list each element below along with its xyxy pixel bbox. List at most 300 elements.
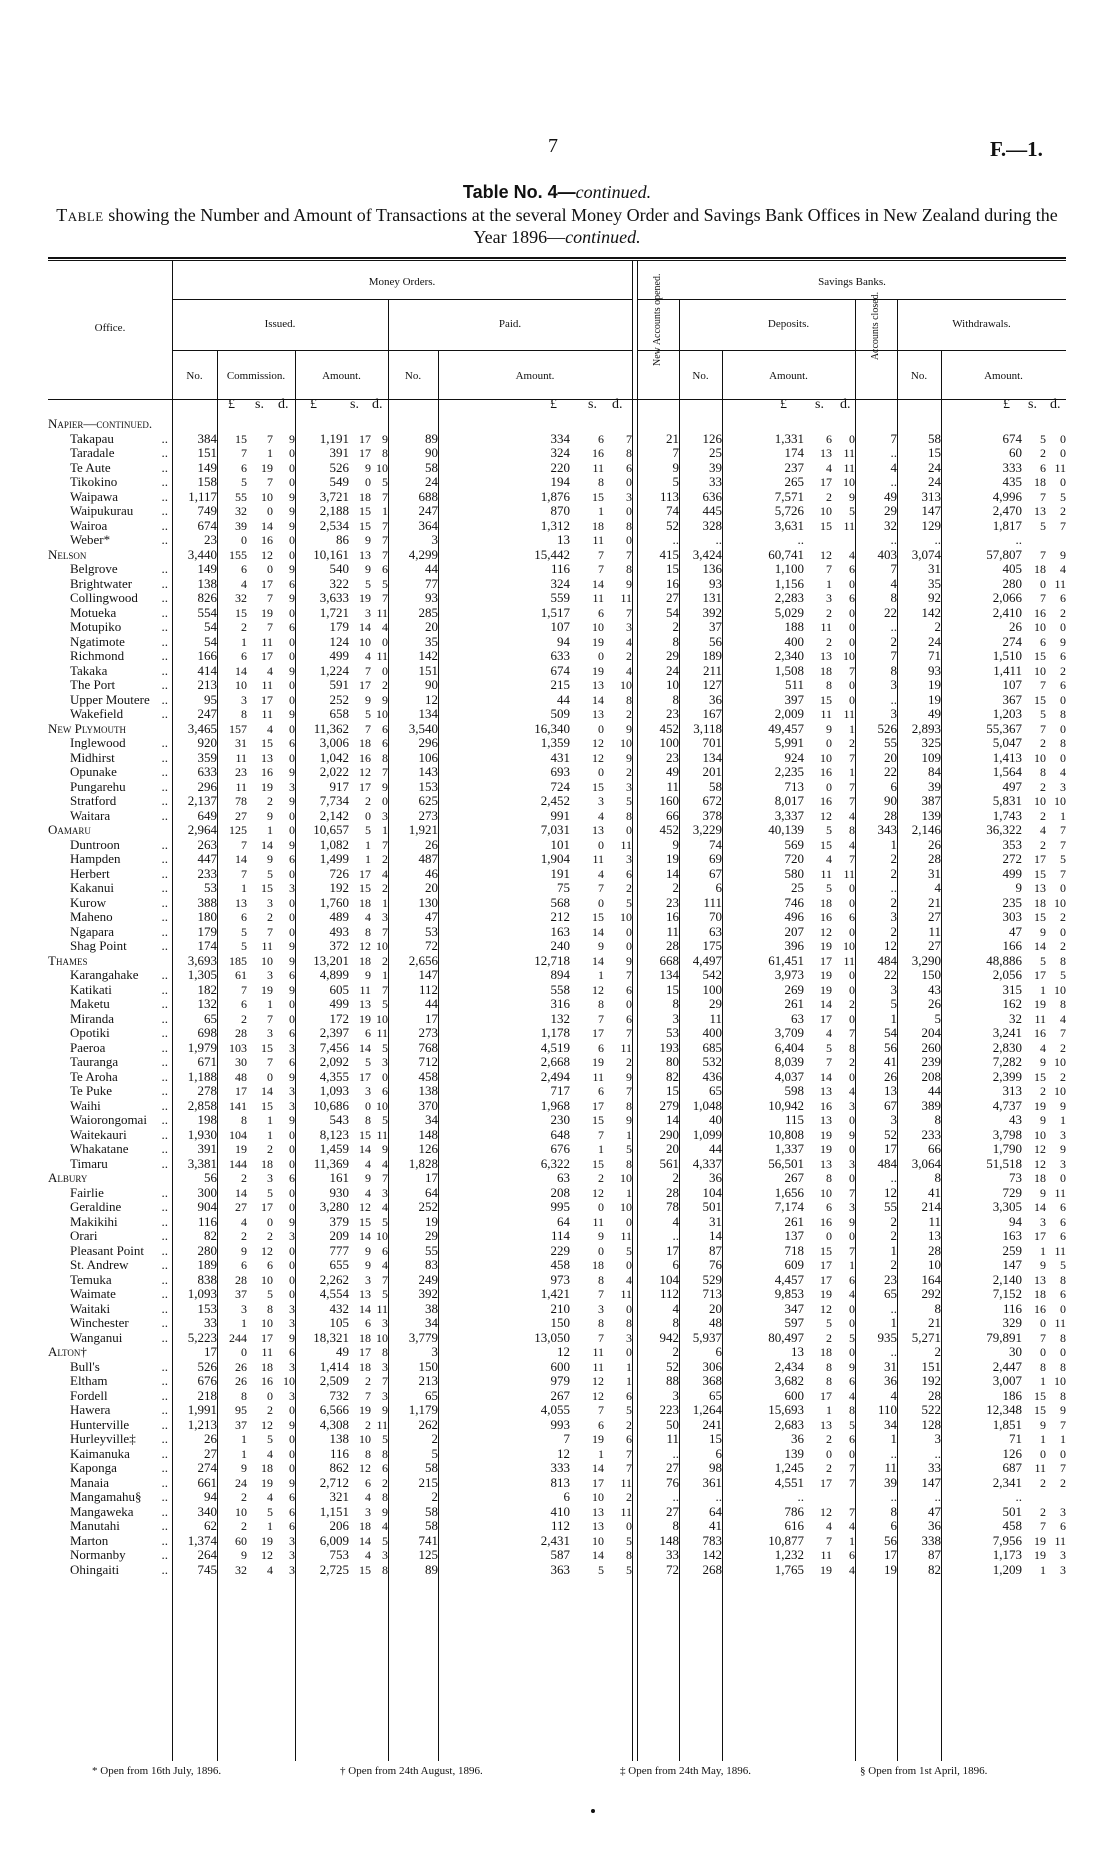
- table-cell: [941, 417, 1022, 432]
- table-cell: [273, 417, 295, 432]
- table-cell: 2,668: [540, 1055, 570, 1069]
- table-cell: 65: [884, 1287, 897, 1301]
- table-cell: 979: [550, 1374, 570, 1388]
- table-cell: 89: [425, 1562, 438, 1577]
- table-cell: 22: [884, 968, 897, 982]
- table-cell: 179: [197, 924, 217, 939]
- table-cell: 0: [1060, 881, 1066, 895]
- table-cell: 10: [376, 1229, 388, 1243]
- office-name: .. Normanby: [48, 1548, 172, 1563]
- office-name: .. Manutahi: [48, 1519, 172, 1534]
- table-cell: 10: [1054, 1084, 1066, 1098]
- table-cell: 8: [890, 1504, 897, 1519]
- table-cell: 296: [418, 736, 438, 750]
- table-cell: 139: [784, 1446, 804, 1461]
- table-cell: 5: [382, 1040, 388, 1055]
- table-cell: 7,734: [319, 794, 349, 808]
- table-cell: 2: [890, 852, 897, 866]
- table-cell: 11: [620, 1287, 632, 1301]
- table-cell: 3,064: [911, 1156, 941, 1171]
- table-cell: 3: [598, 1301, 604, 1316]
- table-cell: 9: [289, 953, 295, 968]
- table-cell: 3,381: [187, 1156, 217, 1171]
- table-cell: 8: [1040, 1359, 1046, 1374]
- table-cell: 1,721: [319, 605, 349, 620]
- table-cell: 568: [550, 895, 570, 910]
- table-cell: 19: [1034, 1533, 1046, 1548]
- table-cell: 904: [197, 1200, 217, 1214]
- table-cell: 10: [1034, 1127, 1046, 1142]
- table-cell: 296: [197, 779, 217, 794]
- table-cell: 274: [1002, 634, 1022, 649]
- office-name: .. Orari: [48, 1229, 172, 1244]
- table-cell: 1,414: [319, 1359, 349, 1374]
- table-cell: 5: [672, 475, 679, 489]
- table-cell: 5: [382, 1287, 388, 1301]
- table-cell: 0: [849, 881, 855, 895]
- office-name: .. Mangaweka: [48, 1505, 172, 1520]
- office-name: .. Kurow: [48, 896, 172, 911]
- subtitle-lead: Table: [56, 205, 104, 225]
- table-row: [48, 939, 1066, 954]
- table-cell: 198: [197, 1113, 217, 1127]
- office-name: .. Pleasant Point: [48, 1244, 172, 1259]
- issued-pence: d.: [372, 397, 383, 412]
- table-cell: 2: [267, 1142, 273, 1156]
- table-cell: 13,050: [534, 1330, 570, 1345]
- table-cell: 9: [1040, 1055, 1046, 1069]
- table-cell: 6: [289, 1026, 295, 1040]
- table-cell: 3: [626, 489, 632, 504]
- table-row: [48, 1012, 1066, 1027]
- table-cell: 44: [425, 562, 438, 576]
- table-cell: 6: [849, 1432, 855, 1446]
- table-cell: 7: [382, 489, 388, 504]
- table-cell: 17: [666, 1243, 679, 1258]
- table-cell: 5: [849, 1330, 855, 1345]
- table-cell: 49: [666, 765, 679, 779]
- table-cell: 12: [592, 736, 604, 750]
- table-cell: 5: [826, 1040, 832, 1055]
- table-cell: 8: [849, 1403, 855, 1417]
- table-cell: 8: [826, 1374, 832, 1388]
- table-cell: 14: [709, 1229, 722, 1243]
- leader-dots: ..: [161, 1040, 168, 1055]
- table-cell: 3,798: [992, 1127, 1022, 1142]
- table-cell: 532: [702, 1055, 722, 1069]
- table-row: [48, 954, 1066, 969]
- table-cell: 6: [598, 605, 604, 620]
- table-cell: 19: [359, 1403, 371, 1417]
- office-name: .. Hurleyville‡: [48, 1432, 172, 1447]
- table-cell: 4: [890, 1388, 897, 1403]
- table-cell: 0: [826, 779, 832, 794]
- office-name: .. Winchester: [48, 1316, 172, 1331]
- table-cell: [632, 417, 679, 432]
- table-cell: 26: [235, 1374, 247, 1388]
- table-cell: 223: [659, 1403, 679, 1417]
- table-row: [48, 1287, 1066, 1302]
- table-cell: 8: [849, 1040, 855, 1055]
- office-name: .. Upper Moutere: [48, 693, 172, 708]
- table-cell: 12: [592, 1388, 604, 1403]
- table-cell: 80: [666, 1055, 679, 1069]
- table-cell: 9: [1040, 924, 1046, 939]
- office-name: .. Takaka: [48, 664, 172, 679]
- table-cell: 14: [592, 692, 604, 707]
- table-cell: 0: [289, 547, 295, 562]
- table-cell: 8: [849, 823, 855, 837]
- table-cell: 0: [1060, 750, 1066, 765]
- table-cell: 189: [702, 649, 722, 663]
- table-cell: 1: [849, 721, 855, 736]
- table-cell: 8: [1060, 997, 1066, 1011]
- table-cell: 1: [1040, 1374, 1046, 1388]
- table-cell: 73: [1009, 1171, 1022, 1185]
- table-cell: 76: [666, 1475, 679, 1490]
- table-cell: 2: [626, 707, 632, 721]
- table-row: [48, 1026, 1066, 1041]
- table-cell: 561: [659, 1156, 679, 1171]
- table-cell: 13: [820, 649, 832, 663]
- table-cell: 4: [934, 881, 941, 895]
- deposits-pound: £: [780, 397, 787, 412]
- table-cell: 616: [784, 1519, 804, 1533]
- table-cell: 16: [1034, 605, 1046, 620]
- table-cell: 83: [425, 1258, 438, 1272]
- table-cell: 2: [1060, 1475, 1066, 1490]
- table-cell: 150: [418, 1359, 438, 1374]
- table-cell: 7: [241, 866, 247, 881]
- table-cell: 8: [934, 1301, 941, 1316]
- table-cell: 7,571: [774, 489, 804, 504]
- table-row: [48, 896, 1066, 911]
- table-cell: 0: [289, 1258, 295, 1272]
- table-cell: 0: [289, 1185, 295, 1200]
- table-cell: 7: [849, 779, 855, 794]
- table-cell: 88: [666, 1374, 679, 1388]
- leader-dots: ..: [161, 1229, 168, 1243]
- table-cell: 8: [365, 1113, 371, 1127]
- table-cell: 24: [928, 460, 941, 475]
- table-cell: 12: [557, 1345, 570, 1359]
- table-cell: 2,431: [540, 1533, 570, 1548]
- table-row: [48, 620, 1066, 635]
- table-cell: 158: [197, 475, 217, 489]
- office-name: .. Wakefield: [48, 707, 172, 722]
- table-cell: 698: [197, 1026, 217, 1040]
- table-cell: 11: [843, 866, 855, 881]
- table-cell: 11: [620, 1475, 632, 1490]
- table-cell: 3: [598, 794, 604, 808]
- table-cell: 65: [425, 1388, 438, 1403]
- table-cell: 687: [1002, 1461, 1022, 1475]
- table-cell: 9: [241, 1243, 247, 1258]
- table-cell: 9: [289, 1069, 295, 1084]
- table-cell: 11: [843, 518, 855, 533]
- table-row: [48, 1142, 1066, 1157]
- table-cell: 3: [267, 895, 273, 910]
- table-cell: 11: [1054, 1316, 1066, 1330]
- table-cell: 2: [382, 1475, 388, 1490]
- table-cell: 64: [709, 1504, 722, 1519]
- table-cell: 11: [820, 707, 832, 721]
- table-cell: 633: [550, 649, 570, 663]
- table-cell: 113: [659, 489, 679, 504]
- table-cell: 15: [1034, 1388, 1046, 1403]
- table-cell: 56: [884, 1040, 897, 1055]
- table-cell: 11: [843, 446, 855, 460]
- table-cell: 13: [235, 895, 247, 910]
- commission-pound: £: [228, 397, 235, 412]
- leader-dots: ..: [161, 1446, 168, 1461]
- table-cell: ..: [715, 533, 722, 547]
- table-cell: 0: [289, 1446, 295, 1461]
- table-cell: 11,369: [313, 1156, 349, 1171]
- table-cell: 18: [359, 953, 371, 968]
- table-row: [48, 736, 1066, 751]
- table-cell: 0: [289, 823, 295, 837]
- table-cell: 0: [849, 982, 855, 997]
- table-cell: 1,188: [187, 1069, 217, 1084]
- table-cell: 233: [197, 866, 217, 881]
- table-cell: 4: [1060, 1011, 1066, 1026]
- table-cell: 5: [826, 1316, 832, 1330]
- leader-dots: ..: [161, 1026, 168, 1040]
- table-cell: 2: [1060, 1040, 1066, 1055]
- table-cell: 166: [1002, 939, 1022, 953]
- table-cell: [349, 417, 371, 432]
- leader-dots: ..: [161, 1243, 168, 1258]
- table-cell: 54: [204, 620, 217, 634]
- table-cell: 0: [289, 997, 295, 1011]
- table-cell: 19: [261, 1533, 273, 1548]
- table-cell: 36: [709, 1171, 722, 1185]
- table-cell: 29: [709, 997, 722, 1011]
- table-cell: 149: [197, 562, 217, 576]
- table-cell: 388: [197, 895, 217, 910]
- table-cell: 6: [365, 1316, 371, 1330]
- table-cell: 53: [204, 881, 217, 895]
- table-cell: ..: [890, 475, 897, 489]
- table-cell: 0: [849, 678, 855, 692]
- table-cell: 2: [826, 1330, 832, 1345]
- withdrawals-pound: £: [1003, 397, 1010, 412]
- table-cell: 10: [235, 678, 247, 692]
- table-cell: 19: [1034, 1098, 1046, 1113]
- table-cell: 3,290: [911, 953, 941, 968]
- table-row: [48, 1418, 1066, 1433]
- table-cell: 3: [890, 982, 897, 997]
- table-row: [48, 1113, 1066, 1128]
- table-cell: 511: [784, 678, 804, 692]
- table-cell: 9: [289, 489, 295, 504]
- table-cell: 126: [418, 1142, 438, 1156]
- table-cell: 315: [1002, 982, 1022, 997]
- leader-dots: ..: [161, 1475, 168, 1490]
- table-cell: 8: [1060, 736, 1066, 750]
- table-cell: 7: [241, 446, 247, 460]
- table-cell: 31: [235, 736, 247, 750]
- table-cell: 4: [672, 1214, 679, 1229]
- table-cell: 7: [1060, 866, 1066, 881]
- table-cell: 2,712: [319, 1475, 349, 1490]
- table-cell: 2: [267, 794, 273, 808]
- table-cell: 14: [235, 1185, 247, 1200]
- table-cell: 19: [359, 591, 371, 605]
- table-cell: 1: [241, 881, 247, 895]
- table-cell: 397: [784, 692, 804, 707]
- table-cell: 942: [659, 1330, 679, 1345]
- table-cell: 0: [289, 692, 295, 707]
- table-cell: 31: [928, 866, 941, 881]
- table-cell: 496: [784, 910, 804, 924]
- table-cell: 5: [1040, 431, 1046, 446]
- table-cell: 9: [626, 953, 632, 968]
- table-cell: 19: [820, 1562, 832, 1577]
- table-cell: 15: [928, 446, 941, 460]
- table-cell: 7: [849, 1185, 855, 1200]
- table-cell: 2,858: [187, 1098, 217, 1113]
- office-name: .. Kaponga: [48, 1461, 172, 1476]
- table-cell: 19: [928, 692, 941, 707]
- withdrawals-header: Withdrawals.: [952, 318, 1011, 330]
- table-cell: 11: [620, 1229, 632, 1243]
- table-cell: 18,321: [313, 1330, 349, 1345]
- table-cell: 4: [365, 1548, 371, 1562]
- table-cell: 676: [550, 1142, 570, 1156]
- table-cell: [804, 417, 832, 432]
- table-cell: 17: [359, 678, 371, 692]
- office-name: .. Hunterville: [48, 1418, 172, 1433]
- table-cell: 285: [418, 605, 438, 620]
- leader-dots: ..: [161, 924, 168, 939]
- table-cell: 35: [425, 634, 438, 649]
- leader-dots: ..: [161, 504, 168, 518]
- table-cell: 9: [626, 576, 632, 591]
- table-cell: 19: [928, 678, 941, 692]
- leader-dots: ..: [161, 939, 168, 953]
- table-cell: 66: [666, 808, 679, 823]
- table-cell: 1,765: [774, 1562, 804, 1577]
- table-cell: 147: [418, 968, 438, 982]
- table-cell: 1: [890, 1432, 897, 1446]
- table-cell: 3,973: [774, 968, 804, 982]
- table-cell: 82: [928, 1562, 941, 1577]
- table-cell: 218: [197, 1388, 217, 1403]
- table-cell: 116: [329, 1446, 349, 1461]
- table-cell: 43: [928, 982, 941, 997]
- footnote-mangamahu: § Open from 1st April, 1896.: [860, 1765, 988, 1777]
- office-header: Office.: [94, 322, 126, 334]
- table-cell: [722, 417, 804, 432]
- table-cell: 82: [666, 1069, 679, 1084]
- table-row: [48, 664, 1066, 679]
- table-cell: 49: [928, 707, 941, 721]
- table-cell: 8: [934, 1113, 941, 1127]
- table-cell: 6: [849, 591, 855, 605]
- table-cell: 0: [826, 736, 832, 750]
- table-cell: 0: [626, 939, 632, 953]
- table-cell: 19: [820, 1127, 832, 1142]
- table-cell: 2,092: [319, 1055, 349, 1069]
- table-cell: 4: [382, 1519, 388, 1533]
- table-cell: 261: [784, 997, 804, 1011]
- table-cell: 33: [709, 475, 722, 489]
- table-cell: [855, 417, 897, 432]
- table-cell: ..: [890, 446, 897, 460]
- table-row: [48, 867, 1066, 882]
- leader-dots: ..: [161, 1214, 168, 1229]
- table-cell: ..: [890, 1171, 897, 1185]
- table-cell: 1,359: [540, 736, 570, 750]
- table-cell: ..: [890, 881, 897, 895]
- table-cell: 2,470: [992, 504, 1022, 518]
- table-row: [48, 693, 1066, 708]
- table-cell: ..: [672, 1446, 679, 1461]
- leader-dots: ..: [161, 446, 168, 460]
- table-cell: 94: [557, 634, 570, 649]
- table-cell: 5: [382, 475, 388, 489]
- table-cell: 661: [197, 1475, 217, 1490]
- table-cell: 5: [626, 794, 632, 808]
- table-cell: 1: [365, 837, 371, 852]
- leader-dots: ..: [161, 1272, 168, 1287]
- table-cell: 2,022: [319, 765, 349, 779]
- table-cell: 2: [626, 881, 632, 895]
- table-cell: 13: [928, 1229, 941, 1243]
- table-cell: 56: [884, 1533, 897, 1548]
- table-cell: 2: [365, 1374, 371, 1388]
- table-cell: 52: [666, 518, 679, 533]
- table-cell: 1: [890, 1316, 897, 1330]
- table-cell: 3: [431, 1345, 438, 1359]
- table-cell: 0: [289, 1461, 295, 1475]
- table-cell: 111: [703, 895, 722, 910]
- table-row: [48, 1229, 1066, 1244]
- table-cell: 5: [1040, 518, 1046, 533]
- table-cell: 2: [626, 765, 632, 779]
- table-row: [48, 678, 1066, 693]
- table-cell: 9: [289, 591, 295, 605]
- table-cell: 72: [666, 1562, 679, 1577]
- table-cell: 0: [849, 1316, 855, 1330]
- table-cell: 134: [659, 968, 679, 982]
- table-cell: 1: [241, 1316, 247, 1330]
- table-cell: 0: [849, 1069, 855, 1084]
- leader-dots: ..: [161, 1330, 168, 1345]
- table-cell: 7: [826, 1055, 832, 1069]
- table-cell: 26: [928, 837, 941, 852]
- table-cell: 10: [235, 1504, 247, 1519]
- table-cell: 7: [1040, 547, 1046, 562]
- table-cell: 9: [241, 1548, 247, 1562]
- table-cell: 9: [382, 431, 388, 446]
- table-cell: 324: [550, 446, 570, 460]
- table-cell: 56: [709, 634, 722, 649]
- table-cell: 16: [261, 765, 273, 779]
- leader-dots: ..: [161, 591, 168, 605]
- table-cell: 14: [235, 852, 247, 866]
- table-cell: 3,440: [187, 547, 217, 562]
- table-cell: 6: [715, 1446, 722, 1461]
- table-cell: 11: [843, 460, 855, 475]
- table-cell: 2: [241, 1519, 247, 1533]
- table-cell: 458: [1002, 1519, 1022, 1533]
- table-cell: 14: [359, 1040, 371, 1055]
- table-cell: 713: [702, 1287, 722, 1301]
- table-cell: ..: [934, 1446, 941, 1461]
